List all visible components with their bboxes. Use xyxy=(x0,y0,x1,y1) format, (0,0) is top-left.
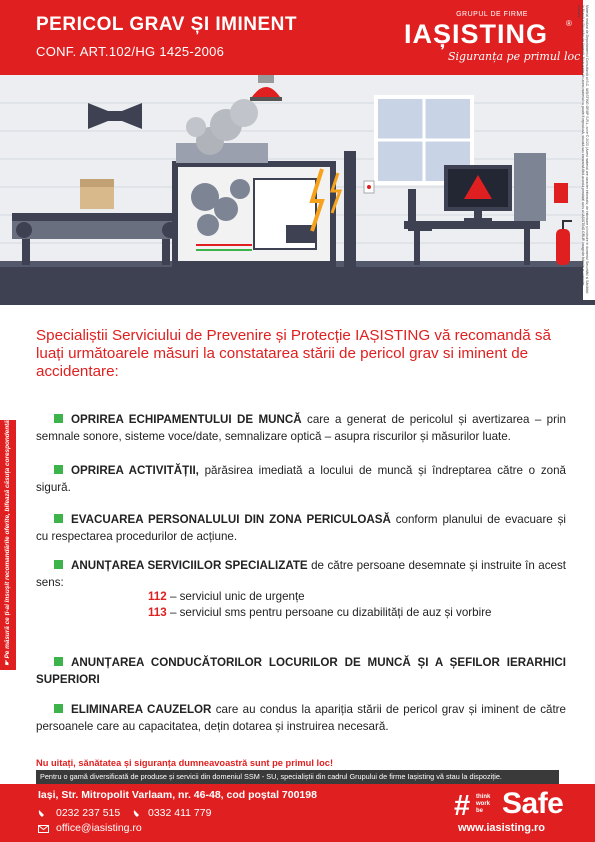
page-title: PERICOL GRAV ȘI IMINENT xyxy=(36,14,297,35)
checkbox-square[interactable] xyxy=(54,465,63,474)
measure-item-3: EVACUAREA PERSONALULUI DIN ZONA PERICULOASĂ conform planului de evacuare și cu respectarea procedurilor de acțiune. xyxy=(36,513,566,543)
slogan-safe: Safe xyxy=(502,787,564,820)
phone-number-2[interactable]: 0332 411 779 xyxy=(148,807,212,819)
phone-number-1[interactable]: 0232 237 515 xyxy=(56,807,121,819)
measure-item-5: ANUNȚAREA CONDUCĂTORILOR LOCURILOR DE MUNCĂ ȘI A ȘEFILOR IERARHICI SUPERIORI xyxy=(36,656,566,686)
intro-text: Specialiștii Serviciului de Prevenire și Protecție IAȘISTING vă recomandă să luați următoarele măsuri la constatarea stării de pericol grav si iminent de accidentare: xyxy=(36,327,551,380)
measure-item-4: ANUNȚAREA SERVICIILOR SPECIALIZATE de către persoane desemnate și instruite în acest sens: xyxy=(36,559,567,589)
legal-reference: CONF. ART.102/HG 1425-2006 xyxy=(36,44,225,59)
checkbox-square[interactable] xyxy=(54,514,63,523)
checklist-hint: ☛ Pe măsură ce ți-ai însușit recomandările oferite, bifează căsuța corespondentă. xyxy=(4,418,11,666)
measure-item-2: OPRIREA ACTIVITĂȚII, părăsirea imediată a locului de muncă și îndreptarea către o zonă sigură. xyxy=(36,464,566,494)
checkbox-square[interactable] xyxy=(54,704,63,713)
company-logo: IAȘISTING xyxy=(404,19,549,49)
checkbox-square[interactable] xyxy=(54,414,63,423)
emergency-line-113: 113 – serviciul sms pentru persoane cu dizabilități de auz și vorbire xyxy=(148,606,492,619)
logo-tagline: Siguranța pe primul loc xyxy=(448,50,581,63)
info-bar: Pentru o gamă diversificată de produse și servicii din domeniul SSM - SU, specialiștii din cadrul Grupului de firme Iașisting vă stau la dispoziție. xyxy=(36,770,559,784)
slogan-stack: think work be xyxy=(476,794,491,814)
hashtag-symbol: # xyxy=(454,790,471,822)
checkbox-square[interactable] xyxy=(54,657,63,666)
copyright-note: Material realizat de Departamentul Consultanță al S.C. IAȘISTING GRUP S.R.L, iunie © 2023 | Acest material are caracter informativ, de informare și instruire în domeniul Securității și Sănătății în Muncă și Situațiilor de Urgență. Nicio parte din acest material nu poate fi reprodusă, stocată sau transmisă fără acordul prealabil scris al IAȘISTING GRUP. Imaginile folosite au caracter ilustrativ. xyxy=(577,5,589,294)
company-address: Iași, Str. Mitropolit Varlaam, nr. 46-48, cod poștal 700198 xyxy=(38,789,317,801)
logo-group-label: GRUPUL DE FIRME xyxy=(456,11,528,18)
checkbox-square[interactable] xyxy=(54,560,63,569)
safety-reminder: Nu uitați, sănătatea și siguranța dumneavoastră sunt pe primul loc! xyxy=(36,758,334,768)
email-link[interactable]: office@iasisting.ro xyxy=(56,822,142,834)
registered-mark: ® xyxy=(566,19,572,28)
phone-icon xyxy=(38,809,49,818)
phone-icon xyxy=(133,809,144,818)
workplace-illustration xyxy=(0,75,595,305)
measure-item-1: OPRIREA ECHIPAMENTULUI DE MUNCĂ care a generat de pericolul și avertizarea – prin semnale sonore, sisteme voce/date, semnalizare optică – asupra riscurilor și măsurilor luate. xyxy=(36,413,566,443)
measure-item-6: ELIMINAREA CAUZELOR care au condus la apariția stării de pericol grav și iminent de către persoanele care au capacitatea, dețin dotarea și instruirea necesară. xyxy=(36,703,566,733)
website-link[interactable]: www.iasisting.ro xyxy=(458,822,545,834)
mail-icon xyxy=(38,825,49,833)
emergency-line-112: 112 – serviciul unic de urgențe xyxy=(148,590,305,603)
